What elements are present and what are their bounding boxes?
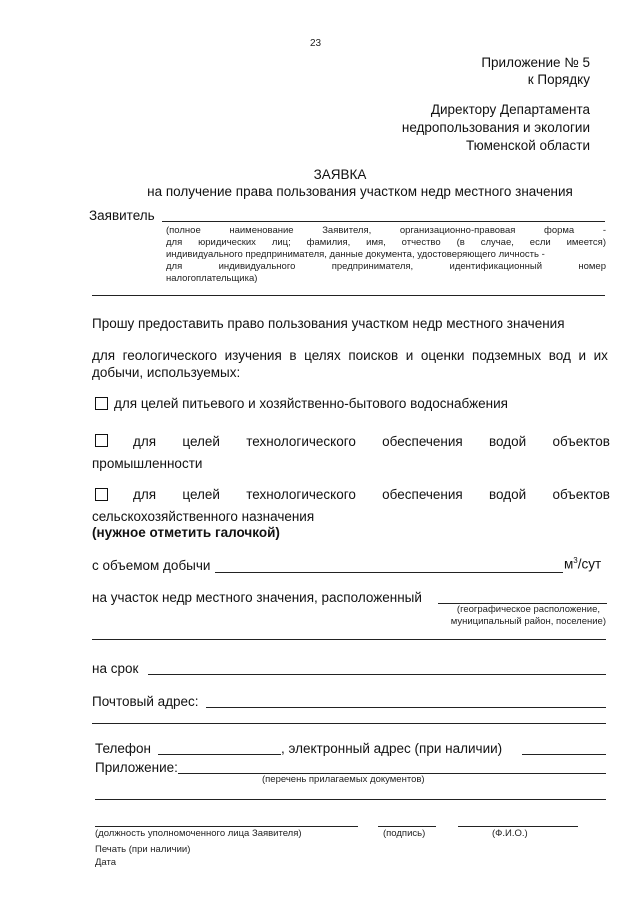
stamp-label: Печать (при наличии) bbox=[95, 844, 191, 855]
attachment-hint: (перечень прилагаемых документов) bbox=[262, 774, 425, 785]
request-line-3: добычи, используемых: bbox=[92, 365, 241, 380]
request-line-2: для геологического изучения в целях поисков и оценки подземных вод и их bbox=[92, 348, 608, 363]
applicant-hint-1: (полное наименование Заявителя, организационно-правовая форма - bbox=[166, 225, 606, 236]
email-field[interactable] bbox=[522, 754, 606, 755]
volume-label: с объемом добычи bbox=[92, 558, 211, 573]
request-line-1: Прошу предоставить право пользования участком недр местного значения bbox=[92, 316, 565, 331]
option-2-label-cont: промышленности bbox=[92, 456, 203, 471]
position-field[interactable] bbox=[95, 826, 358, 827]
attachment-label: Приложение: bbox=[95, 760, 178, 775]
sign-field[interactable] bbox=[378, 826, 436, 827]
applicant-hint-3: индивидуального предпринимателя, данные документа, удостоверяющего личность - bbox=[166, 249, 545, 260]
postal-label: Почтовый адрес: bbox=[92, 694, 199, 709]
applicant-field[interactable] bbox=[162, 221, 605, 222]
name-field[interactable] bbox=[458, 826, 578, 827]
option-1-checkbox[interactable] bbox=[95, 397, 108, 410]
checkbox-note: (нужное отметить галочкой) bbox=[92, 525, 280, 540]
postal-field-line-2[interactable] bbox=[92, 723, 606, 724]
phone-field[interactable] bbox=[158, 754, 281, 755]
addressee-line-2: недропользования и экологии bbox=[401, 120, 590, 135]
postal-field[interactable] bbox=[206, 707, 606, 708]
email-label: , электронный адрес (при наличии) bbox=[281, 741, 503, 756]
sign-hint: (подпись) bbox=[383, 828, 426, 839]
form-subtitle: на получение права пользования участком недр местного значения bbox=[147, 184, 573, 199]
addressee-line-3: Тюменской области bbox=[466, 138, 590, 153]
volume-field[interactable] bbox=[215, 572, 563, 573]
site-label: на участок недр местного значения, расположенный bbox=[92, 590, 422, 605]
option-3-label: для целей технологического обеспечения водой объектов bbox=[133, 487, 610, 502]
applicant-field-line-2[interactable] bbox=[92, 295, 605, 296]
position-hint: (должность уполномоченного лица Заявителя) bbox=[95, 828, 302, 839]
option-3-label-cont: сельскохозяйственного назначения bbox=[92, 509, 315, 524]
option-2-checkbox[interactable] bbox=[95, 434, 108, 447]
to-order-label: к Порядку bbox=[527, 72, 590, 87]
option-3-checkbox[interactable] bbox=[95, 488, 108, 501]
applicant-hint-4: для индивидуального предпринимателя, идентификационный номер bbox=[166, 261, 606, 272]
term-label: на срок bbox=[92, 661, 139, 676]
site-field-line-2[interactable] bbox=[92, 639, 606, 640]
applicant-hint-2: для юридических лиц; фамилия, имя, отчество (в случае, если имеется) bbox=[166, 237, 606, 248]
attachment-field-line-2[interactable] bbox=[95, 799, 606, 800]
date-label: Дата bbox=[95, 857, 117, 868]
appendix-label: Приложение № 5 bbox=[481, 55, 590, 70]
option-2-label: для целей технологического обеспечения водой объектов bbox=[133, 434, 610, 449]
applicant-hint-5: налогоплательщика) bbox=[166, 273, 258, 284]
option-1-label: для целей питьевого и хозяйственно-бытового водоснабжения bbox=[114, 396, 508, 411]
volume-unit: $м^3$/сут bbox=[564, 556, 602, 572]
site-hint-1: (географическое расположение, bbox=[456, 604, 600, 615]
addressee-line-1: Директору Департамента bbox=[430, 102, 590, 117]
name-hint: (Ф.И.О.) bbox=[492, 828, 528, 839]
term-field[interactable] bbox=[148, 674, 606, 675]
form-title: ЗАЯВКА bbox=[313, 167, 367, 182]
applicant-label: Заявитель bbox=[89, 208, 155, 223]
phone-label: Телефон bbox=[95, 741, 152, 756]
page-number: 23 bbox=[310, 38, 322, 49]
site-hint-2: муниципальный район, поселение) bbox=[450, 616, 606, 627]
